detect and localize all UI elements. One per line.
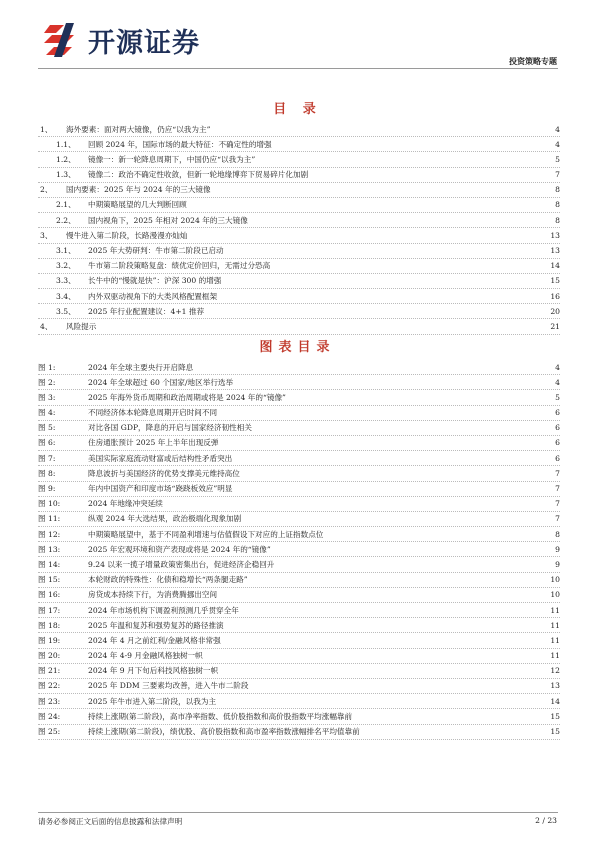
figure-entry-page: 15	[550, 727, 560, 736]
toc-entry-number: 1、	[40, 124, 53, 134]
figure-entry[interactable]	[38, 694, 560, 709]
figure-entry-page: 10	[550, 575, 560, 585]
figure-entry-text: 2024 年 4-9 月金融风格独树一帜	[88, 651, 203, 661]
figure-entry[interactable]	[38, 557, 560, 572]
toc-entry[interactable]	[38, 289, 560, 304]
figure-entry[interactable]	[38, 406, 560, 421]
toc-entry-text: 回顾 2024 年，国际市场的最大特征：不确定性的增强	[88, 139, 272, 149]
figure-entry-text: 2025 年温和复苏和强势复苏的路径推演	[88, 620, 224, 630]
toc-entry-page: 20	[550, 306, 560, 316]
figure-entry-text: 2024 年 4 月之前红利/金融风格非常强	[88, 635, 221, 645]
figure-entry-text: 9.24 以来一揽子增量政策密集出台，促进经济企稳回升	[88, 559, 275, 569]
figure-entry[interactable]	[38, 649, 560, 664]
figure-entry[interactable]	[38, 527, 560, 542]
figure-entry-page: 6	[555, 423, 560, 433]
figure-entry-page: 15	[550, 711, 560, 721]
figure-entry-page: 11	[550, 635, 560, 645]
toc-entry[interactable]	[38, 244, 560, 259]
figure-entry-text: 年内中国资产和印度市场“跷跷板效应”明显	[88, 484, 233, 493]
toc-entry-number: 3.1、	[56, 246, 76, 255]
toc-entry[interactable]	[38, 152, 560, 167]
figure-entry-text: 2024 年市场机构下调盈利预测几乎贯穿全年	[88, 605, 239, 615]
figure-entry-number: 图 14:	[38, 559, 61, 569]
page-header	[0, 0, 595, 70]
page-number: 2 / 23	[535, 816, 557, 825]
toc-entry[interactable]	[38, 274, 560, 289]
figure-entry-text: 房贷成本持续下行，为消费腾挪出空间	[88, 590, 218, 600]
figure-entry[interactable]	[38, 466, 560, 481]
toc-entry-text: 内外双驱动视角下的大类风格配置框架	[88, 291, 218, 301]
figure-entry-number: 图 3:	[38, 392, 56, 402]
toc-entry-number: 2.1、	[56, 200, 76, 210]
figure-entry-page: 11	[550, 605, 560, 615]
figure-entry-page: 12	[550, 666, 560, 676]
figure-entry-page: 9	[555, 544, 560, 554]
figure-entry-number: 图 11:	[38, 514, 61, 524]
toc-entry-text: 牛市第二阶段策略复盘：绩优定价回归，无需过分恐高	[88, 261, 271, 271]
figure-entry-text: 持续上涨期(第二阶段)，高市净率指数、低价股指数和高价股指数平均涨幅靠前	[88, 711, 353, 721]
figure-entry-text: 本轮财政的特殊性：化债和稳增长“两条腿走路”	[88, 575, 248, 585]
figure-entry-page: 8	[555, 529, 560, 539]
figure-entry[interactable]	[38, 436, 560, 451]
figure-entry-number: 图 8:	[38, 468, 56, 478]
figure-entry-number: 图 9:	[38, 484, 56, 493]
figure-entry-number: 图 10:	[38, 499, 61, 509]
figure-entry-text: 2024 年全球超过 60 个国家/地区举行选举	[88, 377, 234, 387]
figure-entry-number: 图 18:	[38, 620, 61, 630]
figure-entry[interactable]	[38, 603, 560, 618]
toc-entry-text: 国内要素：2025 年与 2024 年的三大镜像	[66, 185, 211, 195]
toc-entry-number: 3.3、	[56, 276, 76, 286]
figure-entry-page: 7	[555, 468, 560, 478]
figure-entry[interactable]	[38, 542, 560, 557]
figure-entry-number: 图 7:	[38, 453, 56, 463]
figure-entry[interactable]	[38, 512, 560, 527]
figure-entry-text: 降息波折与美国经济的优势支撑美元维持高位	[88, 468, 240, 478]
toc-entry-page: 4	[555, 124, 560, 134]
figure-entry[interactable]	[38, 664, 560, 679]
figure-entry-text: 2025 年牛市进入第二阶段，以我为主	[88, 696, 217, 706]
toc-entry-number: 3、	[40, 230, 53, 240]
toc-entry-number: 2.2、	[56, 215, 76, 225]
figure-entry-number: 图 23:	[38, 696, 61, 706]
toc-entry[interactable]	[38, 122, 560, 137]
figure-entry[interactable]	[38, 588, 560, 603]
figure-entry-page: 6	[555, 453, 560, 463]
figure-entry-text: 住房通胀预计 2025 年上半年出现反弹	[88, 438, 219, 448]
figure-entry[interactable]	[38, 633, 560, 648]
toc-entry-number: 2、	[40, 185, 53, 195]
toc-title: 目 录	[273, 102, 322, 117]
document-type: 投资策略专题	[509, 57, 557, 66]
toc-entry-text: 国内视角下，2025 年相对 2024 年的三大镜像	[88, 215, 248, 225]
toc-entry-text: 镜像二：政治不确定性收敛，但新一轮地缘博弈下贸易碎片化加剧	[88, 170, 309, 180]
figure-entry-text: 2024 年 9 月下旬后科技风格独树一帜	[88, 666, 219, 676]
figure-entry-text: 2024 年地缘冲突延续	[88, 499, 163, 509]
figure-entry-number: 图 4:	[38, 408, 56, 418]
figure-entry-page: 14	[550, 696, 560, 706]
figure-entry-page: 7	[555, 484, 560, 493]
figure-entry-number: 图 1:	[38, 362, 56, 372]
figure-entry-text: 美国实际家庭流动财富或后结构性矛盾突出	[88, 453, 233, 463]
toc-entry[interactable]	[38, 168, 560, 183]
figure-entry[interactable]	[38, 573, 560, 588]
figure-entry-text: 中期策略展望中，基于不同盈利增速与估值假设下对应的上证指数点位	[88, 529, 324, 539]
toc-entry-page: 4	[555, 139, 560, 149]
figure-entry[interactable]	[38, 360, 560, 375]
toc-entry-text: 2025 年大势研判：牛市第二阶段已启动	[88, 246, 224, 255]
figure-entry[interactable]	[38, 390, 560, 405]
toc-entry[interactable]	[38, 319, 560, 334]
brand-name: 开源证券	[88, 27, 200, 59]
figure-entry[interactable]	[38, 375, 560, 390]
toc-entry-text: 慢牛进入第二阶段，长路漫漫亦灿灿	[66, 230, 188, 240]
figure-entry-number: 图 6:	[38, 438, 56, 448]
toc-entry-page: 7	[555, 170, 560, 180]
figure-entry-page: 6	[555, 408, 560, 418]
figure-entry-text: 纵观 2024 年大选结果，政治极端化现象加剧	[88, 514, 242, 524]
figure-entry-number: 图 24:	[38, 711, 61, 721]
figure-entry-page: 4	[555, 362, 560, 372]
figure-entry[interactable]	[38, 709, 560, 724]
toc-entry-page: 5	[555, 154, 560, 164]
figure-index-title: 图表目录	[259, 340, 336, 355]
toc-entry-number: 1.2、	[56, 154, 76, 164]
toc-entry-text: 镜像一：新一轮降息周期下，中国仍应“以我为主”	[88, 154, 256, 164]
toc-entry-page: 21	[550, 321, 560, 331]
toc-entry-page: 13	[550, 246, 560, 255]
toc-entry-text: 风险提示	[66, 321, 97, 331]
toc-entry-page: 16	[550, 291, 560, 301]
figure-entry-number: 图 17:	[38, 605, 61, 615]
toc-entry-page: 13	[550, 230, 560, 240]
figure-entry-number: 图 5:	[38, 423, 56, 433]
figure-entry-number: 图 16:	[38, 590, 61, 600]
toc-entry-text: 海外要素：面对两大镜像，仍应“以我为主”	[66, 124, 211, 134]
figure-entry-number: 图 2:	[38, 377, 56, 387]
figure-entry-text: 2025 年 DDM 三要素均改善，进入牛市二阶段	[88, 681, 249, 691]
figure-entry-text: 持续上涨期(第二阶段)，绩优股、高价股指数和高市盈率指数涨幅排名平均值靠前	[88, 727, 360, 736]
figure-entry-text: 不同经济体本轮降息周期开启时间不同	[88, 408, 218, 418]
figure-entry-text: 2025 年宏观环境和资产表现或将是 2024 年的“镜像”	[88, 544, 271, 554]
figure-entry-page: 7	[555, 499, 560, 509]
figure-entry-number: 图 15:	[38, 575, 61, 585]
footer-divider	[38, 812, 558, 813]
figure-entry-number: 图 19:	[38, 635, 61, 645]
figure-entry-number: 图 12:	[38, 529, 61, 539]
figure-entry-text: 2025 年海外货币周期和政治周期或将是 2024 年的“镜像”	[88, 392, 286, 402]
toc-entry-number: 1.3、	[56, 170, 76, 180]
figure-entry[interactable]	[38, 618, 560, 633]
figure-entry-page: 11	[550, 651, 560, 661]
company-logo	[40, 20, 200, 60]
toc-entry[interactable]	[38, 183, 560, 198]
figure-entry-page: 9	[555, 559, 560, 569]
toc-entry-page: 15	[550, 276, 560, 286]
toc-entry[interactable]	[38, 304, 560, 319]
figure-entry-number: 图 20:	[38, 651, 61, 661]
toc-entry[interactable]	[38, 259, 560, 274]
toc-entry-page: 8	[555, 185, 560, 195]
footer-disclaimer: 请务必参阅正文后面的信息披露和法律声明	[38, 817, 183, 826]
figure-entry[interactable]	[38, 451, 560, 466]
toc-entry-page: 8	[555, 200, 560, 210]
figure-entry-page: 10	[550, 590, 560, 600]
figure-entry[interactable]	[38, 679, 560, 694]
figure-entry-page: 6	[555, 438, 560, 448]
toc-entry-text: 长牛中的“慢就是快”：沪深 300 的增强	[88, 276, 222, 286]
figure-entry-text: 2024 年全球主要央行开启降息	[88, 362, 194, 372]
figure-entry-number: 图 13:	[38, 544, 61, 554]
figure-entry-page: 5	[555, 392, 560, 402]
toc-entry[interactable]	[38, 213, 560, 228]
toc-entry-page: 8	[555, 215, 560, 225]
figure-entry-number: 图 21:	[38, 666, 61, 676]
toc-entry[interactable]	[38, 198, 560, 213]
figure-index-list	[38, 360, 560, 740]
figure-entry-number: 图 22:	[38, 681, 61, 691]
figure-entry-text: 对比各国 GDP，降息的开启与国家经济韧性相关	[88, 423, 252, 433]
figure-entry[interactable]	[38, 725, 560, 740]
figure-entry[interactable]	[38, 497, 560, 512]
toc-entry[interactable]	[38, 137, 560, 152]
figure-entry[interactable]	[38, 482, 560, 497]
toc-entry-text: 2025 年行业配置建议：4+1 推荐	[88, 306, 205, 316]
toc-list	[38, 122, 560, 335]
figure-entry-number: 图 25:	[38, 727, 61, 736]
toc-entry-number: 3.5、	[56, 306, 76, 316]
logo-mark-icon	[40, 21, 84, 59]
toc-entry-number: 3.2、	[56, 261, 76, 271]
toc-entry[interactable]	[38, 228, 560, 243]
toc-entry-number: 3.4、	[56, 291, 76, 301]
toc-entry-number: 4、	[40, 321, 53, 331]
header-divider	[38, 68, 558, 69]
figure-entry-page: 4	[555, 377, 560, 387]
figure-entry-page: 7	[555, 514, 560, 524]
figure-entry[interactable]	[38, 421, 560, 436]
toc-entry-page: 14	[550, 261, 560, 271]
figure-entry-page: 13	[550, 681, 560, 691]
toc-entry-text: 中期策略展望的几大判断回顾	[88, 200, 187, 210]
figure-entry-page: 11	[550, 620, 560, 630]
toc-entry-number: 1.1、	[56, 139, 76, 149]
